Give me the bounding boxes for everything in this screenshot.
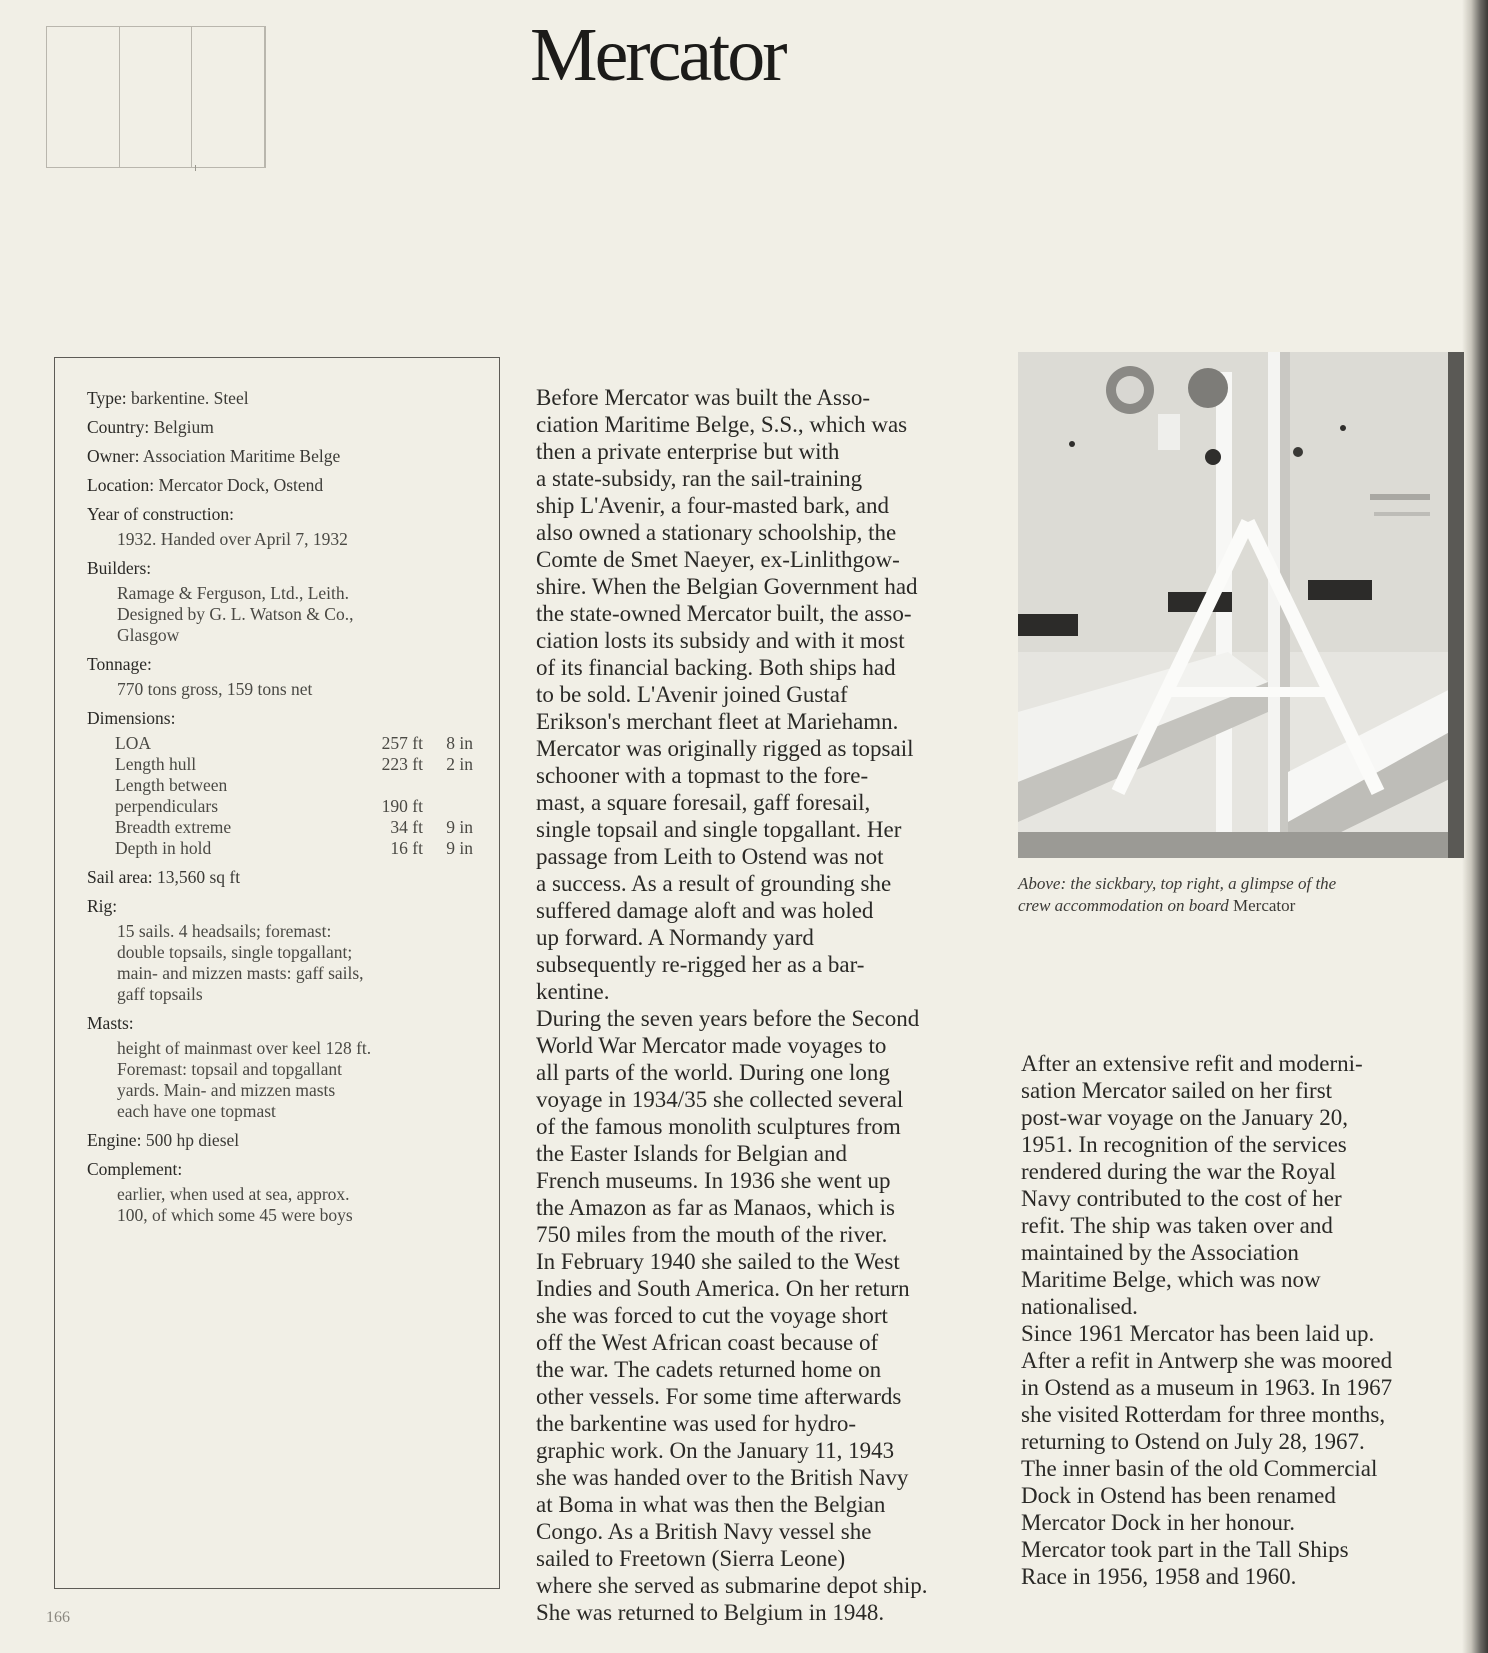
text-line: she was handed over to the British Navy: [536, 1465, 909, 1490]
spec-country: [87, 417, 499, 438]
text-line: then a private enterprise but with: [536, 439, 840, 464]
table-row: [115, 796, 473, 817]
spec-text-line: Foremast: topsail and topgallant: [117, 1059, 343, 1079]
text-line: where she served as submarine depot ship.: [536, 1573, 928, 1598]
text-line: single topsail and single topgallant. Her: [536, 817, 902, 842]
spec-text-line: 15 sails. 4 headsails; foremast:: [117, 921, 332, 941]
text-line: ciation Maritime Belge, S.S., which was: [536, 412, 908, 437]
text-line: Dock in Ostend has been renamed: [1021, 1483, 1336, 1508]
spec-text-line: 100, of which some 45 were boys: [117, 1205, 353, 1225]
spec-dimensions-label: Dimensions:: [87, 708, 176, 728]
text-line: kentine.: [536, 979, 610, 1004]
text-line: Since 1961 Mercator has been laid up.: [1021, 1321, 1375, 1346]
spec-value: Association Maritime Belge: [142, 446, 341, 466]
text-line: she was forced to cut the voyage short: [536, 1303, 888, 1328]
dim-feet: [371, 775, 423, 796]
spec-tonnage-value: 770 tons gross, 159 tons net: [117, 679, 313, 699]
dim-name: Depth in hold: [115, 838, 212, 858]
dim-inches: 8 in: [446, 733, 473, 753]
dim-feet: 223 ft: [381, 754, 423, 774]
text-line: 750 miles from the mouth of the river.: [536, 1222, 888, 1247]
dim-feet: 34 ft: [390, 817, 423, 837]
text-line: Maritime Belge, which was now: [1021, 1267, 1321, 1292]
spec-text-line: each have one topmast: [117, 1101, 276, 1121]
text-line: She was returned to Belgium in 1948.: [536, 1600, 885, 1625]
caption-line: Above: the sickbary, top right, a glimpse of the: [1018, 874, 1337, 893]
text-line: of the famous monolith sculptures from: [536, 1114, 901, 1139]
spec-text-line: main- and mizzen masts: gaff sails,: [117, 963, 364, 983]
spec-label: Sail area:: [87, 867, 153, 887]
text-line: During the seven years before the Second: [536, 1006, 920, 1031]
dim-name: perpendiculars: [115, 796, 219, 816]
dim-name: LOA: [115, 733, 151, 753]
text-line: Indies and South America. On her return: [536, 1276, 910, 1301]
text-line: in Ostend as a museum in 1963. In 1967: [1021, 1375, 1393, 1400]
text-line: schooner with a topmast to the fore-: [536, 763, 869, 788]
text-line: mast, a square foresail, gaff foresail,: [536, 790, 871, 815]
sickbay-photo-illustration: [1018, 352, 1464, 858]
text-line: After an extensive refit and moderni-: [1021, 1051, 1363, 1076]
dim-inches: [423, 796, 473, 817]
caption-text: crew accommodation on board: [1018, 896, 1229, 915]
text-line: Comte de Smet Naeyer, ex-Linlithgow-: [536, 547, 900, 572]
spec-complement-value: [87, 1184, 499, 1226]
diagram-panel: [47, 27, 120, 167]
text-line: rendered during the war the Royal: [1021, 1159, 1336, 1184]
dim-inches: 9 in: [446, 838, 473, 858]
table-row: [115, 817, 473, 838]
text-line: 1951. In recognition of the services: [1021, 1132, 1347, 1157]
spec-year-value: 1932. Handed over April 7, 1932: [117, 529, 348, 549]
dim-inches: [423, 775, 473, 796]
spec-location: [87, 475, 499, 496]
text-line: Navy contributed to the cost of her: [1021, 1186, 1342, 1211]
photo-caption: [1018, 873, 1468, 917]
text-line: voyage in 1934/35 she collected several: [536, 1087, 904, 1112]
text-line: the Easter Islands for Belgian and: [536, 1141, 848, 1166]
text-line: a state-subsidy, ran the sail-training: [536, 466, 863, 491]
text-line: Mercator took part in the Tall Ships: [1021, 1537, 1349, 1562]
spec-value: Belgium: [153, 417, 214, 437]
spec-label: Owner:: [87, 446, 140, 466]
spec-text-line: earlier, when used at sea, approx.: [117, 1184, 350, 1204]
text-line: Erikson's merchant fleet at Mariehamn.: [536, 709, 899, 734]
page-edge-shadow: [1462, 0, 1488, 1653]
text-line: Before Mercator was built the Asso-: [536, 385, 871, 410]
spec-builders-value: [87, 583, 499, 646]
spec-text-line: yards. Main- and mizzen masts: [117, 1080, 336, 1100]
spec-complement-label: Complement:: [87, 1159, 183, 1179]
text-line: the war. The cadets returned home on: [536, 1357, 882, 1382]
spec-text-line: Designed by G. L. Watson & Co.,: [117, 604, 354, 624]
dimensions-table: [115, 733, 473, 859]
specification-box: [54, 357, 500, 1589]
spec-text-line: double topsails, single topgallant;: [117, 942, 353, 962]
text-line: sailed to Freetown (Sierra Leone): [536, 1546, 846, 1571]
spec-year-label: Year of construction:: [87, 504, 234, 524]
text-line: off the West African coast because of: [536, 1330, 879, 1355]
text-line: other vessels. For some time afterwards: [536, 1384, 902, 1409]
spec-rig-label: Rig:: [87, 896, 118, 916]
spec-label: Location:: [87, 475, 155, 495]
spec-tonnage-label: Tonnage:: [87, 654, 152, 674]
spec-owner: [87, 446, 499, 467]
text-line: subsequently re-rigged her as a bar-: [536, 952, 865, 977]
dim-inches: 9 in: [446, 817, 473, 837]
text-line: passage from Leith to Ostend was not: [536, 844, 884, 869]
text-line: shire. When the Belgian Government had: [536, 574, 918, 599]
diagram-tick: [195, 165, 196, 171]
dim-feet: 190 ft: [381, 796, 423, 816]
spec-text-line: height of mainmast over keel 128 ft.: [117, 1038, 372, 1058]
body-column-middle: [536, 384, 996, 1626]
sickbay-photo: [1018, 352, 1464, 858]
spec-text-line: gaff topsails: [117, 984, 203, 1004]
text-line: she visited Rotterdam for three months,: [1021, 1402, 1386, 1427]
text-line: the state-owned Mercator built, the asso-: [536, 601, 912, 626]
caption-line: [1018, 895, 1468, 917]
text-line: all parts of the world. During one long: [536, 1060, 890, 1085]
page-number: 166: [46, 1609, 70, 1626]
dim-inches: 2 in: [446, 754, 473, 774]
spec-builders-label: Builders:: [87, 558, 152, 578]
text-line: returning to Ostend on July 28, 1967.: [1021, 1429, 1365, 1454]
text-line: Mercator was originally rigged as topsail: [536, 736, 914, 761]
text-line: suffered damage aloft and was holed: [536, 898, 874, 923]
text-line: nationalised.: [1021, 1294, 1138, 1319]
text-line: the barkentine was used for hydro-: [536, 1411, 856, 1436]
spec-masts-label: Masts:: [87, 1013, 134, 1033]
text-line: maintained by the Association: [1021, 1240, 1299, 1265]
spec-value: Mercator Dock, Ostend: [158, 475, 324, 495]
text-line: a success. As a result of grounding she: [536, 871, 892, 896]
spec-value: 13,560 sq ft: [156, 867, 241, 887]
text-line: up forward. A Normandy yard: [536, 925, 814, 950]
spec-masts-value: [87, 1038, 499, 1122]
dim-name: Length between: [115, 775, 228, 795]
text-line: graphic work. On the January 11, 1943: [536, 1438, 895, 1463]
spec-type: [87, 388, 499, 409]
spec-text-line: Glasgow: [117, 625, 180, 645]
text-line: post-war voyage on the January 20,: [1021, 1105, 1349, 1130]
text-line: Congo. As a British Navy vessel she: [536, 1519, 872, 1544]
text-line: World War Mercator made voyages to: [536, 1033, 887, 1058]
text-line: The inner basin of the old Commercial: [1021, 1456, 1378, 1481]
dim-name: Breadth extreme: [115, 817, 232, 837]
spec-label: Country:: [87, 417, 150, 437]
text-line: After a refit in Antwerp she was moored: [1021, 1348, 1393, 1373]
spec-value: barkentine. Steel: [130, 388, 249, 408]
diagram-panel: [120, 27, 193, 167]
text-line: Race in 1956, 1958 and 1960.: [1021, 1564, 1297, 1589]
text-line: also owned a stationary schoolship, the: [536, 520, 897, 545]
text-line: to be sold. L'Avenir joined Gustaf: [536, 682, 848, 707]
text-line: In February 1940 she sailed to the West: [536, 1249, 900, 1274]
diagram-panel: [192, 27, 265, 167]
text-line: sation Mercator sailed on her first: [1021, 1078, 1333, 1103]
body-column-right: [1021, 1050, 1461, 1590]
text-line: Mercator Dock in her honour.: [1021, 1510, 1296, 1535]
caption-ship-name: Mercator: [1233, 896, 1296, 915]
text-line: refit. The ship was taken over and: [1021, 1213, 1333, 1238]
table-row: [115, 838, 473, 859]
page-title: Mercator: [530, 13, 785, 97]
text-line: ship L'Avenir, a four-masted bark, and: [536, 493, 889, 518]
dim-feet: 257 ft: [381, 733, 423, 753]
rigging-diagram-frame: [46, 26, 266, 168]
spec-label: Type:: [87, 388, 127, 408]
spec-engine: [87, 1130, 499, 1151]
spec-label: Engine:: [87, 1130, 142, 1150]
spec-text-line: Ramage & Ferguson, Ltd., Leith.: [117, 583, 350, 603]
table-row: [115, 733, 473, 754]
table-row: [115, 754, 473, 775]
text-line: of its financial backing. Both ships had: [536, 655, 896, 680]
table-row: [115, 775, 473, 796]
text-line: the Amazon as far as Manaos, which is: [536, 1195, 895, 1220]
text-line: at Boma in what was then the Belgian: [536, 1492, 886, 1517]
spec-sail-area: [87, 867, 499, 888]
text-line: ciation losts its subsidy and with it most: [536, 628, 905, 653]
dim-feet: 16 ft: [390, 838, 423, 858]
spec-rig-value: [87, 921, 499, 1005]
spec-value: 500 hp diesel: [145, 1130, 240, 1150]
text-line: French museums. In 1936 she went up: [536, 1168, 891, 1193]
dim-name: Length hull: [115, 754, 197, 774]
